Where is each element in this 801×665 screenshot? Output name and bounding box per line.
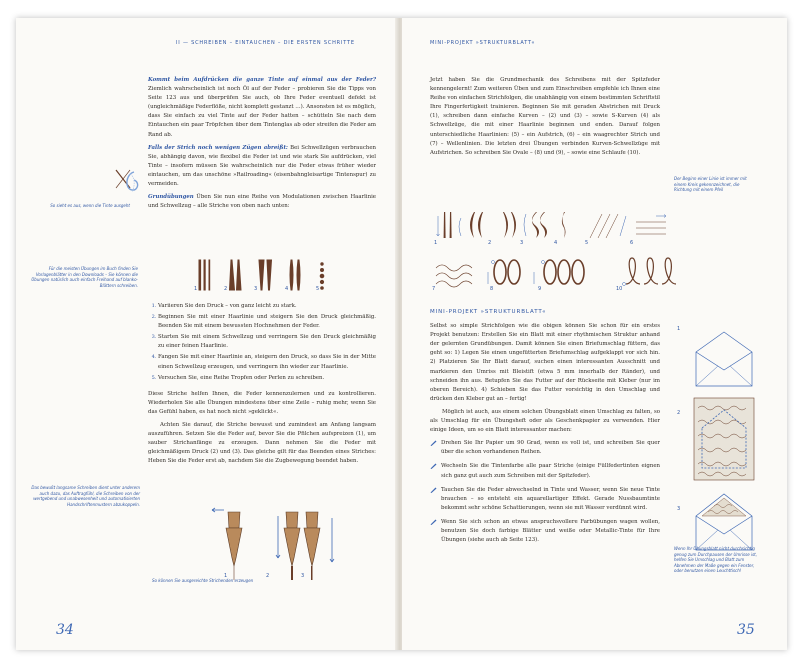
row2-labels (430, 286, 700, 294)
nib-label-1: 1 (224, 573, 228, 579)
envelope-step-2 (692, 396, 756, 482)
idea-bullet (430, 462, 660, 480)
lead-ink-flow: Kommt beim Aufdrücken die ganze Tinte auf einmal aus der Feder? (148, 77, 376, 83)
envelope-label-2: 2 (677, 410, 681, 416)
paragraph-ink-flow (148, 76, 376, 140)
seq-label-7: 7 (432, 286, 436, 292)
nib-bullet-icon (430, 519, 437, 525)
paragraph-practice: Diese Striche helfen Ihnen, die Feder kennenzulernen und zu kontrollieren. Wiederholen Sie alle Übungen mindestens über eine Zeile – ruhig mehr, wenn Sie das Gefühl haben, es hat noch nicht »geklickt«. (148, 390, 376, 415)
paragraph-project-intro: Selbst so simple Strichfolgen wie die obigen können Sie schon für ein erstes Projekt benutzen: Erstellen Sie ein Blatt mit einer rhythmischen Struktur anhand der gelernten Grundübungen. Damit können Sie einen Briefumschlag füttern, das geht so: 1) Legen Sie einen ungefütterten Briefumschlag aufgeklappt vor sich hin. 2) Platzieren Sie Ihr Blatt darauf, suchen einen interessanten Ausschnitt und markieren den Umriss mit Bleistift (etwa 5 mm innerhalb der Ränder), und schneiden ihn aus. Betupfen Sie das Futter auf der Rückseite mit Kleber (nur im oberen Bereich). 4) Schieben Sie das Futter vorsichtig in den Umschlag und drücken den Kleber gut an – fertig! (430, 323, 660, 402)
right-page (402, 18, 787, 650)
text-basic-exercises: Üben Sie nun eine Reihe von Modulationen zwischen Haarlinie und Schwellzug – alle Striche von oben nach unten: (148, 194, 376, 210)
lead-stroke-breaks: Falls der Strich noch wenigen Zügen abreißt: (148, 144, 288, 151)
lead-basic-exercises: Grundübungen (148, 194, 194, 201)
idea-bullet (430, 486, 660, 513)
envelope-step-1 (692, 330, 756, 390)
seq-label-8: 8 (490, 286, 494, 292)
seq-label-9: 9 (538, 286, 542, 292)
nib-label-3: 3 (301, 573, 305, 579)
exercise-step: 5. Versuchen Sie, eine Reihe Tropfen oder Perlen zu schreiben. (158, 374, 376, 383)
left-text-block-2 (148, 302, 376, 471)
nib-bullet-icon (430, 463, 437, 469)
envelope-label-3: 3 (677, 506, 681, 512)
exercise-steps-list (148, 302, 376, 383)
paragraph-slow-writing: Achten Sie darauf, die Striche bewusst und zumindest am Anfang langsam auszuführen. Setzen Sie die Feder auf, bevor Sie die Pfilchen aufspreizen (1), um sauber Strichanfänge zu erzeugen. Dann nehmen Sie die Feder mit gleichmäßigem Druck (2) und (3). Das gleiche gilt für das Beenden eines Striches: Heben Sie die Feder erst ab, nachdem Sie die Zugbewegung beendet haben. (148, 422, 376, 465)
seq-label-1: 1 (434, 240, 438, 246)
stroke-label-5: 5 (316, 286, 320, 292)
paragraph-basic-exercises (148, 193, 376, 211)
seq-label-3: 3 (520, 240, 524, 246)
running-head-right: MINI-PROJEKT »STRUKTURBLATT« (430, 40, 536, 46)
ink-runout-illustration (108, 166, 148, 196)
book-spread (16, 18, 787, 650)
stroke-label-3: 3 (254, 286, 258, 292)
stroke-label-1: 1 (194, 286, 198, 292)
paragraph-stroke-breaks (148, 144, 376, 189)
envelope-step-3 (692, 492, 756, 554)
paragraph-project-ideas: Möglich ist auch, aus einem solchen Übungsblatt einen Umschlag zu falten, so als Umschlag für ein Übungsheft oder als Geschenkpapier zu verwenden. Hier einige Ideen, um so ein Blatt interessanter machen: (430, 408, 660, 434)
stroke-label-4: 4 (285, 286, 289, 292)
idea-text: Tauchen Sie die Feder abwechselnd in Tinte und Wasser, wenn Sie neue Tinte brauchen – so entsteht ein aquarellartiger Effekt. Gerade Nussbaumtinte bekommt sehr schöne Schattierungen, wenn sie mit Wasser verdünnt wird. (441, 486, 660, 511)
idea-bullet (430, 439, 660, 457)
sidenote-templates: Für die meisten Übungen im Buch finden Sie Vorlagenblätter in den Downloads – Sie können die Übungen natürlich auch einfach Freihand auf blanko-Blättern schreiben. (31, 266, 138, 288)
exercise-step: 2. Beginnen Sie mit einer Haarlinie und steigern Sie den Druck gleichmäßig. Beenden Sie mit einem bewussten Hochnehmen der Feder. (158, 313, 376, 331)
left-text-block-1 (148, 76, 376, 215)
right-text-block-1 (430, 76, 660, 162)
text-stroke-breaks: Bei Schwellzügen verbrauchen Sie, abhängig davon, wie flexibel die Feder ist und wie stark Sie aufdrücken, viel Tinte – insofern müssen Sie wahrscheinlich nur die Feder etwas früher wieder eintauchen, um das unschöne »Railroading« (eisenbahngleisartige Tintenspur) zu vermeiden. (148, 144, 376, 188)
seq-label-6: 6 (630, 240, 634, 246)
exercise-step: 4. Fangen Sie mit einer Haarlinie an, steigern den Druck, so dass Sie in der Mitte einen Schwellzug erzeugen, und verringern ihn wieder zur Haarlinie. (158, 353, 376, 371)
nib-bullet-icon (430, 440, 437, 446)
stroke-labels-row (191, 286, 341, 296)
envelope-label-1: 1 (677, 326, 681, 332)
nib-caption: So können Sie ausgereichte Strichenden erzeugen (152, 578, 254, 583)
right-text-block-2 (430, 308, 660, 550)
nib-label-2: 2 (266, 573, 270, 579)
sidenote-window-tracing: Wenn Ihr Übungsblatt nicht durchsichtig genug zum Durchpausen der Umrisse ist, helfen Sie Umschlag und Blatt zum Abnehmen der Maße gegen ein Fenster, oder benutzen einen Leuchttisch! (674, 546, 757, 574)
running-head-left: II — SCHREIBEN – EINTAUCHEN – DIE ERSTEN SCHRITTE (176, 40, 355, 46)
exercise-step: 1. Variieren Sie den Druck – von ganz leicht zu stark. (158, 302, 376, 311)
idea-text: Drehen Sie Ihr Papier um 90 Grad, wenn es voll ist, und schreiben Sie quer über die schon vorhandenen Reihen. (441, 440, 660, 456)
idea-text: Wenn Sie sich schon an etwas anspruchsvollere Farbübungen wagen wollen, benutzen Sie doch farbige Blätter und weiße oder Metallic-Tinte für Ihre Übungen (siehe auch ab Seite 123). (441, 518, 660, 544)
section-title-strukturblatt: MINI-PROJEKT »STRUKTURBLATT« (430, 309, 547, 315)
idea-text: Wechseln Sie die Tintenfarbe alle paar Striche (einige Füllfedertinten eignen sich ganz gut auch zum Schreiben mit der Spitzfeder). (441, 463, 660, 479)
nib-bullet-icon (430, 487, 437, 493)
seq-label-4: 4 (554, 240, 558, 246)
idea-bullet (430, 518, 660, 545)
sidenote-slow-writing: Das bewußt langsame Schreiben dient unter anderem auch dazu, das Auftragfühl, die Schreiben von der wertgebend und unabwesenheit und automatisierten Handschriftenmustern abzukoppeln. (31, 485, 140, 507)
sidenote-line-start: Der Beginn einer Linie ist immer mit einem Kreis gekennzeichnet, die Richtung mit einem Pfeil (674, 176, 747, 193)
exercise-step: 3. Starten Sie mit einem Schwellzug und verringern Sie den Druck gleichmäßig zu einer feinen Haarlinie. (158, 333, 376, 351)
left-page (16, 18, 399, 650)
page-number-left: 34 (56, 622, 74, 638)
seq-label-5: 5 (585, 240, 589, 246)
row1-labels (430, 240, 670, 248)
paragraph-stroke-sequences: Jetzt haben Sie die Grundmechanik des Schreibens mit der Spitzfeder kennengelernt! Zum weiteren Üben und zum Einschreiben empfehle ich Ihnen eine Reihe von einfachen Strichfolgen, die unabhängig von einem bestimmten Schriftstil Ihre Fingerfertigkeit trainieren. Beginnen Sie mit geraden Abstrichen mit Druck (1), schreiben dann einfache Kurven – (2) und (3) – sowie S-Kurven (4) als Schwellzüge, die mit einer Haarlinie beginnen und enden. Darauf folgen unterschiedliche Haarlinien: (5) – ein Aufstrich, (6) – ein waagrechter Strich und (7) – Wellenlinien. Die letzten drei Übungen verbinden Kurven-Schwellzüge mit Aufstrichen. So schreiben Sie Ovale – (8) und (9), – sowie eine Schlaufe (10). (430, 77, 660, 156)
seq-label-2: 2 (488, 240, 492, 246)
sidenote-ink-runout: So sieht es aus, wenn die Tinte ausgeht (50, 203, 130, 208)
stroke-label-2: 2 (224, 286, 228, 292)
text-ink-flow: Ziemlich wahrscheinlich ist noch Öl auf der Feder – probieren Sie die Tipps von Seite 123 aus und überprüfen Sie auch, ob Ihre Feder eventuell defekt ist (ungleichmäßige Federflöße, nicht komplett gestanzt …). Ansonsten ist es möglich, dass Sie einfach zu viel Tinte auf der Feder hatten – schütteln Sie nach dem Eintauchen ein paar Tröpfchen über dem Tintenglas ab oder streifen die Feder am Rand ab. (148, 86, 376, 138)
page-number-right: 35 (737, 622, 755, 638)
seq-label-10: 10 (616, 286, 623, 292)
